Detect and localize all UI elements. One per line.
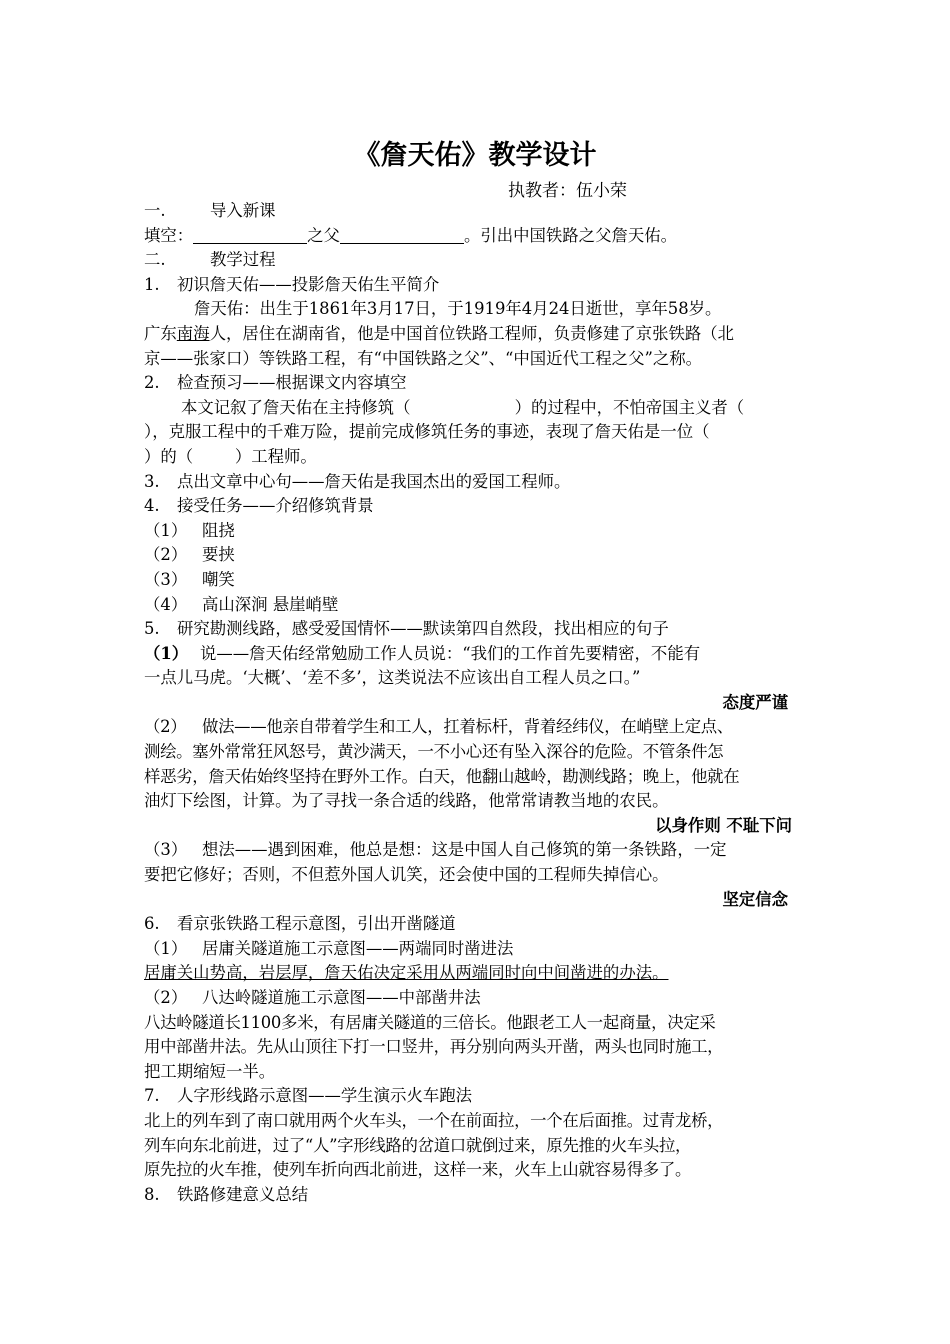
tunnel-2-heading: （2） 八达岭隧道施工示意图——中部凿井法 bbox=[144, 988, 481, 1007]
item-7-heading: 7. 人字形线路示意图——学生演示火车跑法 bbox=[144, 1086, 473, 1106]
item-3-heading: 3. 点出文章中心句——詹天佑是我国杰出的爱国工程师。 bbox=[144, 471, 571, 491]
route-line-2: 列车向东北前进，过了“人”字形线路的岔道口就倒过来，原先推的火车头拉， bbox=[144, 1135, 692, 1155]
tunnel-2-line-1: 八达岭隧道长1100多米，有居庸关隧道的三倍长。他跟老工人一起商量，决定采 bbox=[144, 1012, 716, 1032]
do-line-3: 样恶劣，詹天佑始终坚持在野外工作。白天，他翻山越岭，勘测线路；晚上，他就在 bbox=[144, 766, 740, 786]
section-1-heading: 一. 导入新课 bbox=[144, 201, 276, 220]
item-2-heading: 2. 检查预习——根据课文内容填空 bbox=[144, 373, 407, 393]
document-body bbox=[144, 199, 808, 1207]
tunnel-2-line-2: 用中部凿井法。先从山顶往下打一口竖井，再分别向两头开凿，两头也同时施工， bbox=[144, 1037, 724, 1057]
do-line-2: 测绘。塞外常常狂风怒号，黄沙满天，一不小心还有坠入深谷的危险。不管条件怎 bbox=[144, 742, 724, 762]
preview-line-2: ），克服工程中的千难万险，提前完成修筑任务的事迹，表现了詹天佑是一位（ bbox=[144, 422, 710, 442]
fill-blank-1[interactable] bbox=[193, 225, 307, 244]
route-line-3: 原先拉的火车推，使列车折向西北前进，这样一来，火车上山就容易得多了。 bbox=[144, 1160, 692, 1180]
author-line: 执教者：伍小荣 bbox=[508, 181, 627, 201]
document-title: 《詹天佑》教学设计 bbox=[353, 140, 597, 171]
think-line-1: （3） 想法——遇到困难，他总是想：这是中国人自己修筑的第一条铁路，一定 bbox=[144, 840, 727, 860]
fill-blank-2[interactable] bbox=[340, 225, 464, 244]
item-1-heading: 1. 初识詹天佑——投影詹天佑生平简介 bbox=[144, 274, 440, 294]
bio-line-3: 京——张家口）等铁路工程，有“中国铁路之父”、“中国近代工程之父”之称。 bbox=[144, 348, 703, 368]
background-item-4: （4） 高山深涧 悬崖峭壁 bbox=[144, 594, 339, 614]
item-6-heading: 6. 看京张铁路工程示意图，引出开凿隧道 bbox=[144, 914, 456, 934]
preview-line-3: ）的（ ）工程师。 bbox=[144, 446, 317, 466]
do-line-4: 油灯下绘图，计算。为了寻找一条合适的线路，他常常请教当地的农民。 bbox=[144, 791, 669, 811]
say-line-2: 一点儿马虎。‘大概’、‘差不多’，这类说法不应该出自工程人员之口。” bbox=[144, 668, 641, 688]
tunnel-2-line-3: 把工期缩短一半。 bbox=[144, 1061, 276, 1081]
background-item-2: （2） 要挟 bbox=[144, 545, 235, 565]
think-line-2: 要把它修好；否则，不但惹外国人讥笑，还会使中国的工程师失掉信心。 bbox=[144, 865, 669, 885]
item-8-heading: 8. 铁路修建意义总结 bbox=[144, 1184, 309, 1204]
fill-in-line: 填空： 之父 。引出中国铁路之父詹天佑。 bbox=[144, 225, 678, 245]
think-summary-tag: 坚定信念 bbox=[722, 889, 788, 909]
section-2-heading: 二. 教学过程 bbox=[144, 250, 276, 270]
background-item-1: （1） 阻挠 bbox=[144, 520, 235, 540]
item-4-heading: 4. 接受任务——介绍修筑背景 bbox=[144, 496, 374, 516]
tunnel-1-heading: （1） 居庸关隧道施工示意图——两端同时凿进法 bbox=[144, 938, 514, 958]
tunnel-1-body: 居庸关山势高，岩层厚，詹天佑决定采用从两端同时向中间凿进的办法。 bbox=[144, 963, 669, 983]
route-line-1: 北上的列车到了南口就用两个火车头，一个在前面拉，一个在后面推。过青龙桥， bbox=[144, 1110, 724, 1130]
underlined-place-name: 南海 bbox=[176, 323, 210, 343]
say-line-1: （1） 说——詹天佑经常勉励工作人员说：“我们的工作首先要精密，不能有 bbox=[144, 643, 701, 663]
say-summary-tag: 态度严谨 bbox=[722, 692, 788, 712]
do-summary-tag: 以身作则 不耻下问 bbox=[655, 815, 792, 835]
item-5-heading: 5. 研究勘测线路，感受爱国情怀——默读第四自然段，找出相应的句子 bbox=[144, 619, 669, 639]
bio-line-1: 詹天佑：出生于1861年3月17日，于1919年4月24日逝世，享年58岁。 bbox=[194, 299, 722, 319]
background-item-3: （3） 嘲笑 bbox=[144, 569, 235, 589]
bio-line-2: 广东南海人，居住在湖南省，他是中国首位铁路工程师，负责修建了京张铁路（北 bbox=[144, 323, 735, 343]
do-line-1: （2） 做法——他亲自带着学生和工人，扛着标杆，背着经纬仪，在峭壁上定点、 bbox=[144, 717, 733, 737]
preview-line-1: 本文记叙了詹天佑在主持修筑（ ）的过程中，不怕帝国主义者（ bbox=[181, 397, 745, 417]
